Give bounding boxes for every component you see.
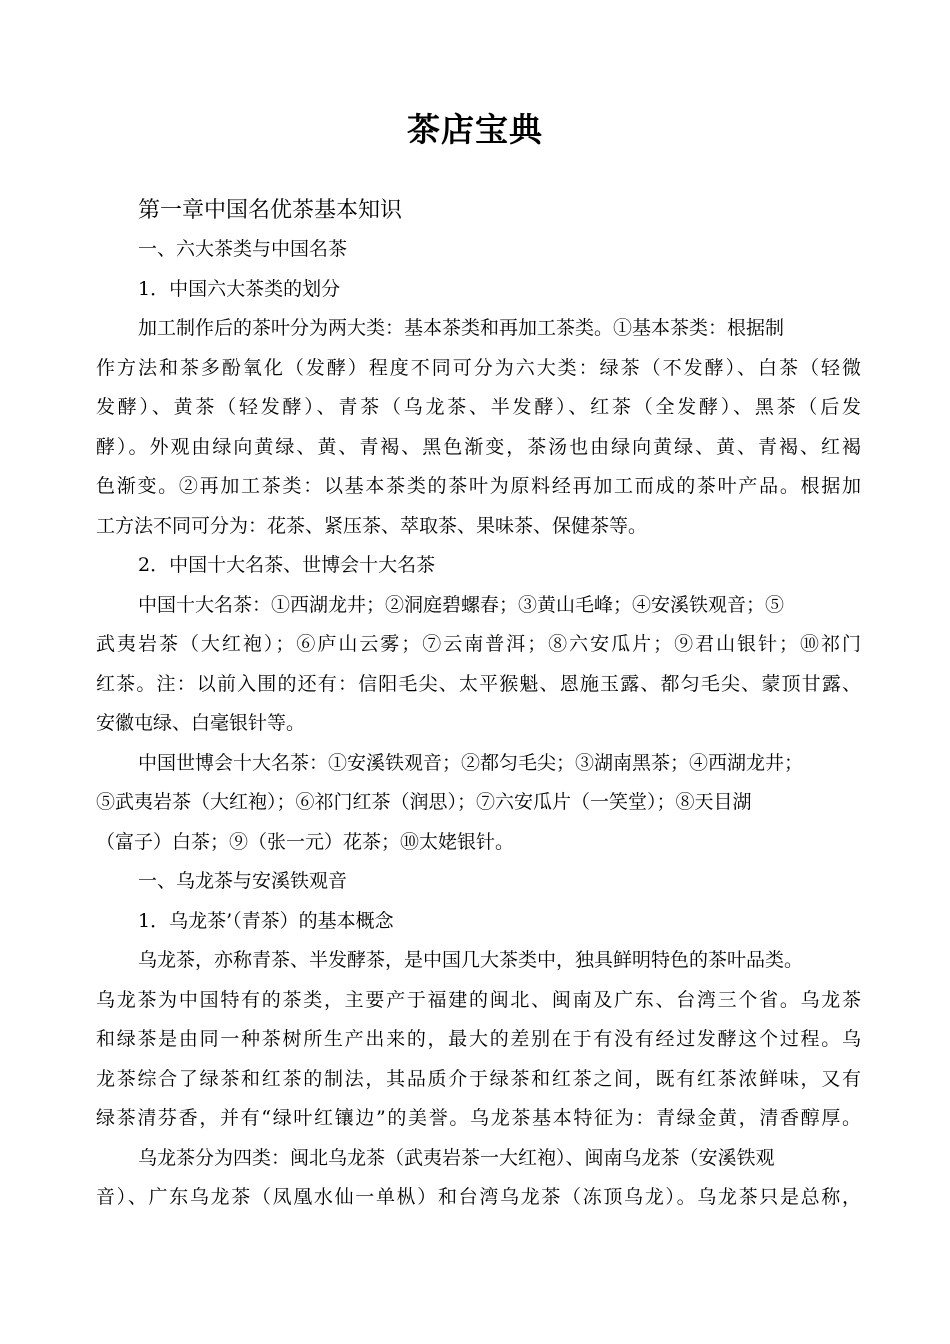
text-line: 作方法和茶多酚氧化（发酵）程度不同可分为六大类：绿茶（不发酵）、白茶（轻微 [96, 356, 861, 379]
text-line: 音）、广东乌龙茶（凤凰水仙一单枞）和台湾乌龙茶（冻顶乌龙）。乌龙茶只是总称， [96, 1186, 861, 1208]
text-line: （富子）白茶；⑨（张一元）花茶；⑩太姥银针。 [96, 830, 515, 853]
text-line: 安徽屯绿、白毫银针等。 [96, 712, 306, 734]
text-line: 乌龙茶为中国特有的茶类，主要产于福建的闽北、闽南及广东、台湾三个省。乌龙茶 [96, 988, 861, 1011]
text-line: 一、六大茶类与中国名茶 [138, 238, 348, 260]
text-line: ⑤武夷岩茶（大红袍）；⑥祁门红茶（润思）；⑦六安瓜片（一笑堂）；⑧天目湖 [96, 791, 752, 813]
text-line: 酵）。外观由绿向黄绿、黄、青褐、黑色渐变，茶汤也由绿向黄绿、黄、青褐、红褐 [96, 435, 861, 458]
text-line: 中国十大名茶：①西湖龙井；②洞庭碧螺春；③黄山毛峰；④安溪铁观音；⑤ [138, 593, 785, 616]
chapter-heading: 第一章中国名优茶基本知识 [138, 198, 403, 223]
text-line: 乌龙茶，亦称青茶、半发酵茶，是中国几大茶类中，独具鲜明特色的茶叶品类。 [138, 949, 804, 971]
text-line: 一、乌龙茶与安溪铁观音 [138, 870, 348, 892]
text-line: 和绿茶是由同一种茶树所生产出来的，最大的差别在于有没有经过发酵这个过程。乌 [96, 1028, 861, 1050]
text-line: 加工制作后的茶叶分为两大类：基本茶类和再加工茶类。①基本茶类：根据制 [138, 317, 785, 339]
text-line: 红茶。注：以前入围的还有：信阳毛尖、太平猴魁、恩施玉露、都匀毛尖、蒙顶甘露、 [96, 672, 861, 695]
text-line: 1．中国六大茶类的划分 [138, 277, 341, 300]
text-line: 色渐变。②再加工茶类：以基本茶类的茶叶为原料经再加工而成的茶叶产品。根据加 [96, 475, 861, 497]
text-line: 中国世博会十大名茶：①安溪铁观音；②都匀毛尖；③湖南黑茶；④西湖龙井； [138, 751, 804, 774]
text-line: 乌龙茶分为四类：闽北乌龙茶（武夷岩茶一大红袍）、闽南乌龙茶（安溪铁观 [138, 1146, 775, 1169]
body-text [96, 230, 861, 1218]
text-line: 武夷岩茶（大红袍）；⑥庐山云雾；⑦云南普洱；⑧六安瓜片；⑨君山银针；⑩祁门 [96, 633, 861, 655]
text-line: 绿茶清芬香，并有“绿叶红镶边”的美誉。乌龙茶基本特征为：青绿金黄，清香醇厚。 [96, 1107, 861, 1129]
text-line: 2．中国十大名茶、世博会十大名茶 [138, 554, 436, 576]
text-line: 工方法不同可分为：花茶、紧压茶、萃取茶、果味茶、保健茶等。 [96, 514, 648, 537]
text-line: 龙茶综合了绿茶和红茶的制法，其品质介于绿茶和红茶之间，既有红茶浓鲜味，又有 [96, 1067, 861, 1090]
text-line: 1．乌龙茶’（青茶）的基本概念 [138, 909, 394, 932]
text-line: 发酵）、黄茶（轻发酵）、青茶（乌龙茶、半发酵）、红茶（全发酵）、黑茶（后发 [96, 396, 861, 418]
document-title: 茶店宝典 [407, 110, 543, 149]
